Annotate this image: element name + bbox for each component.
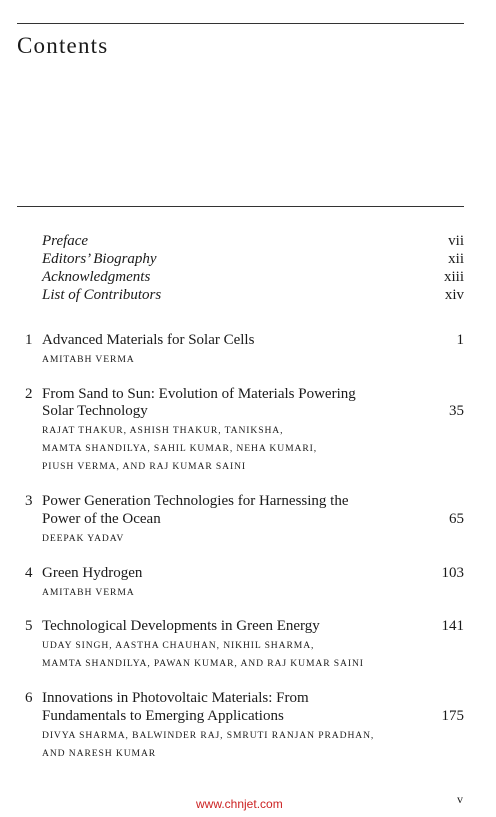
watermark-link[interactable]: www.chnjet.com (196, 797, 283, 811)
chapter-page: 141 (441, 618, 464, 634)
top-rule (17, 23, 464, 24)
section-rule (17, 206, 464, 207)
chapter-authors: PIUSH VERMA, AND RAJ KUMAR SAINI (42, 461, 246, 472)
chapter-title: Advanced Materials for Solar Cells (42, 332, 255, 348)
chapter-title: Innovations in Photovoltaic Materials: From (42, 690, 309, 706)
toc-entry-preface[interactable] (42, 233, 464, 251)
chapter-title: Solar Technology (42, 403, 148, 419)
chapter-authors: DEEPAK YADAV (42, 533, 125, 544)
chapter-authors: RAJAT THAKUR, ASHISH THAKUR, TANIKSHA, (42, 425, 284, 436)
chapter-authors: AMITABH VERMA (42, 587, 135, 598)
chapter-authors: AND NARESH KUMAR (42, 748, 157, 759)
chapter-number: 5 (25, 618, 33, 634)
chapter-number: 6 (25, 690, 33, 706)
toc-entry-page: xiv (444, 287, 464, 303)
page-title: Contents (17, 33, 109, 58)
toc-entry-acknowledgments[interactable] (42, 269, 464, 287)
chapter-authors: MAMTA SHANDILYA, PAWAN KUMAR, AND RAJ KUMAR SAINI (42, 658, 364, 669)
toc-entry-title: List of Contributors (42, 287, 162, 303)
toc-entry-list-of-contributors[interactable] (42, 287, 464, 305)
chapter-page: 175 (441, 708, 464, 724)
toc-entry-editors-biography[interactable] (42, 251, 464, 269)
chapter-title: Technological Developments in Green Energy (42, 618, 320, 634)
page-number: v (457, 792, 463, 806)
chapter-title: Power Generation Technologies for Harnessing the (42, 493, 349, 509)
chapter-number: 3 (25, 493, 33, 509)
chapter-title: From Sand to Sun: Evolution of Materials Powering (42, 386, 356, 402)
chapter-number: 2 (25, 386, 33, 402)
chapter-page: 65 (449, 511, 464, 527)
chapter-title: Green Hydrogen (42, 565, 143, 581)
toc-entry-title: Acknowledgments (42, 269, 151, 285)
chapter-number: 4 (25, 565, 33, 581)
chapter-authors: DIVYA SHARMA, BALWINDER RAJ, SMRUTI RANJAN PRADHAN, (42, 730, 375, 741)
chapter-authors: AMITABH VERMA (42, 354, 135, 365)
chapter-page: 103 (441, 565, 464, 581)
toc-entry-page: vii (448, 233, 464, 249)
chapter-authors: MAMTA SHANDILYA, SAHIL KUMAR, NEHA KUMARI, (42, 443, 318, 454)
toc-entry-page: xii (448, 251, 464, 267)
chapter-page: 1 (456, 332, 464, 348)
toc-entry-title: Preface (42, 233, 89, 249)
chapter-authors: UDAY SINGH, AASTHA CHAUHAN, NIKHIL SHARMA, (42, 640, 315, 651)
toc-entry-title: Editors’ Biography (42, 251, 157, 267)
chapter-number: 1 (25, 332, 33, 348)
chapter-title: Fundamentals to Emerging Applications (42, 708, 284, 724)
toc-entry-page: xiii (443, 269, 464, 285)
chapter-title: Power of the Ocean (42, 511, 161, 527)
chapter-page: 35 (449, 403, 464, 419)
